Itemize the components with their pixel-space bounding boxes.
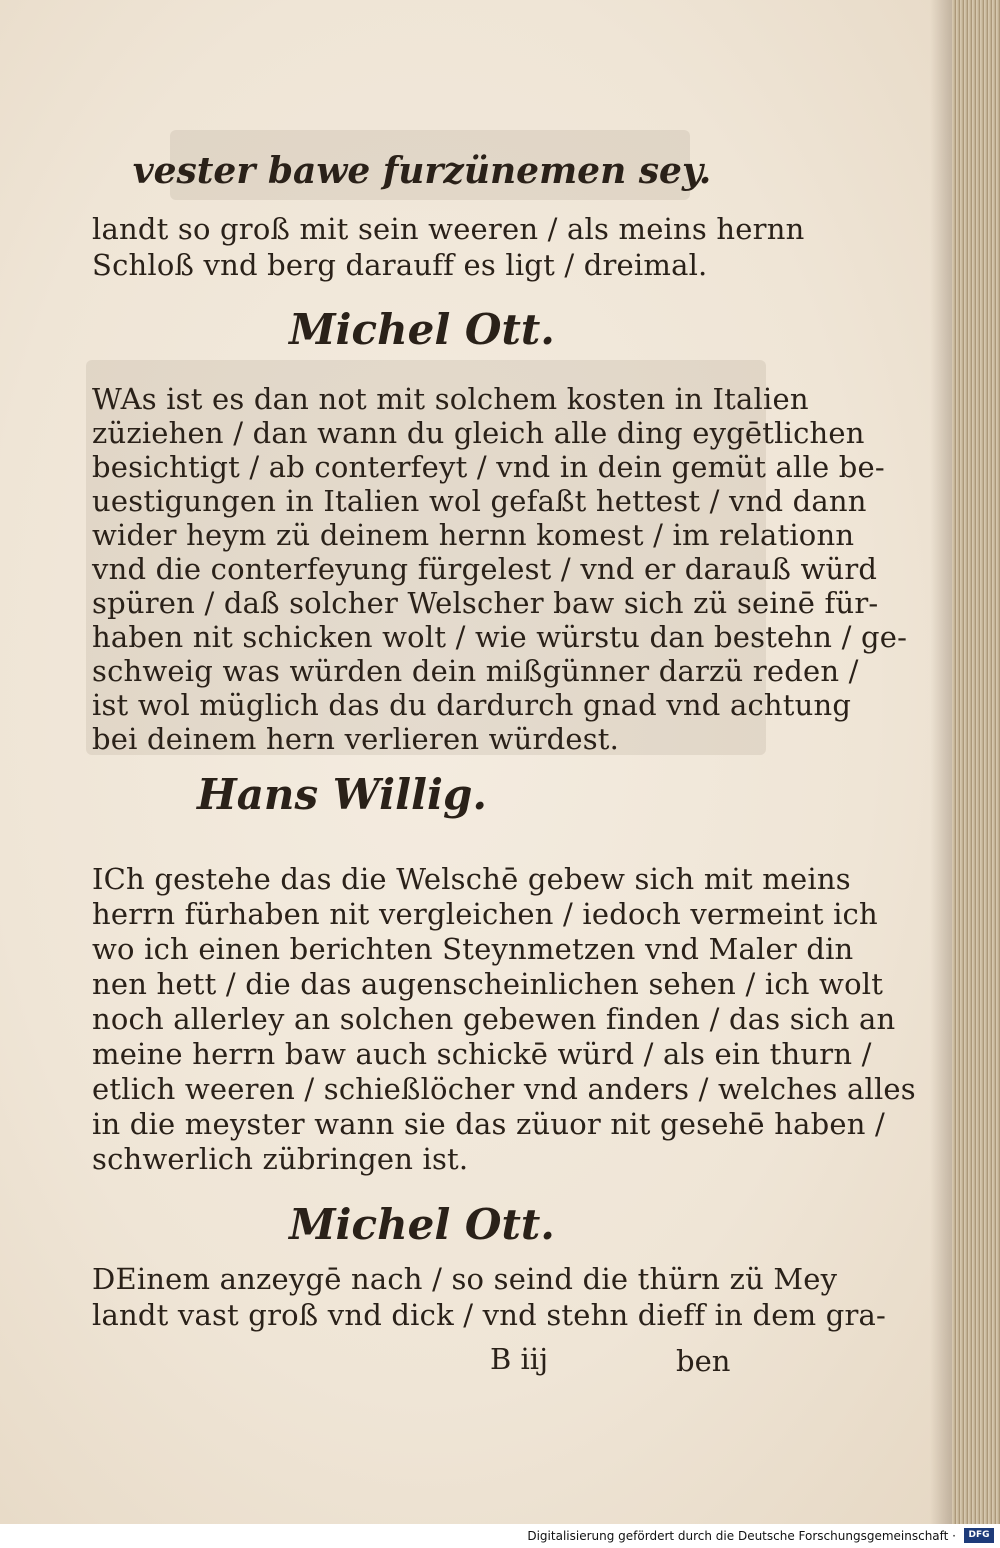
text-line: schwerlich zübringen ist. — [92, 1142, 469, 1176]
text-line: ist wol müglich das du dardurch gnad vnd achtung — [92, 688, 852, 722]
text-line: ICh gestehe das die Welschē gebew sich mit meins — [92, 862, 851, 896]
text-block-2 — [92, 382, 908, 756]
text-line: noch allerley an solchen gebewen finden / das sich an — [92, 1002, 896, 1036]
text-block-3 — [92, 862, 916, 1176]
text-line: vnd die conterfeyung fürgelest / vnd er darauß würd — [92, 552, 878, 586]
page-edges — [952, 0, 1000, 1524]
text-line: WAs ist es dan not mit solchem kosten in Italien — [92, 382, 809, 416]
text-line: nen hett / die das augenscheinlichen sehen / ich wolt — [92, 967, 884, 1001]
text-line: DEinem anzeygē nach / so seind die thürn zü Mey — [92, 1262, 838, 1296]
text-line: uestigungen in Italien wol gefaßt hettest / vnd dann — [92, 484, 867, 518]
text-block-1 — [92, 212, 805, 282]
signature-mark: B iij — [490, 1342, 549, 1376]
running-head: vester bawe furzünemen sey. — [132, 150, 712, 192]
text-line: etlich weeren / schießlöcher vnd anders / welches alles — [92, 1072, 916, 1106]
speaker-heading: Michel Ott. — [289, 1200, 555, 1249]
text-line: besichtigt / ab conterfeyt / vnd in dein gemüt alle be- — [92, 450, 885, 484]
text-line: herrn fürhaben nit vergleichen / iedoch vermeint ich — [92, 897, 878, 931]
text-block-4 — [92, 1262, 887, 1342]
footer-bar — [0, 1524, 1000, 1548]
text-line: landt so groß mit sein weeren / als meins hernn — [92, 212, 805, 246]
text-line: züziehen / dan wann du gleich alle ding eygētlichen — [92, 416, 865, 450]
text-line: haben nit schicken wolt / wie würstu dan bestehn / ge- — [92, 620, 908, 654]
text-line: bei deinem hern verlieren würdest. — [92, 722, 620, 756]
text-line: wo ich einen berichten Steynmetzen vnd Maler din — [92, 932, 854, 966]
text-line: landt vast groß vnd dick / vnd stehn dieff in dem gra- — [92, 1298, 887, 1332]
speaker-heading: Michel Ott. — [289, 305, 555, 354]
footer-credit: Digitalisierung gefördert durch die Deutsche Forschungsgemeinschaft · — [527, 1529, 956, 1543]
catchword: ben — [676, 1344, 731, 1378]
text-line: in die meyster wann sie das züuor nit gesehē haben / — [92, 1107, 885, 1141]
speaker-heading: Hans Willig. — [197, 770, 487, 819]
dfg-logo: DFG — [964, 1528, 994, 1543]
text-line: wider heym zü deinem hernn komest / im relationn — [92, 518, 855, 552]
text-line: spüren / daß solcher Welscher baw sich zü seinē für- — [92, 586, 879, 620]
text-line: meine herrn baw auch schickē würd / als ein thurn / — [92, 1037, 872, 1071]
text-line: schweig was würden dein mißgünner darzü reden / — [92, 654, 859, 688]
text-line: Schloß vnd berg darauff es ligt / dreimal. — [92, 248, 708, 282]
